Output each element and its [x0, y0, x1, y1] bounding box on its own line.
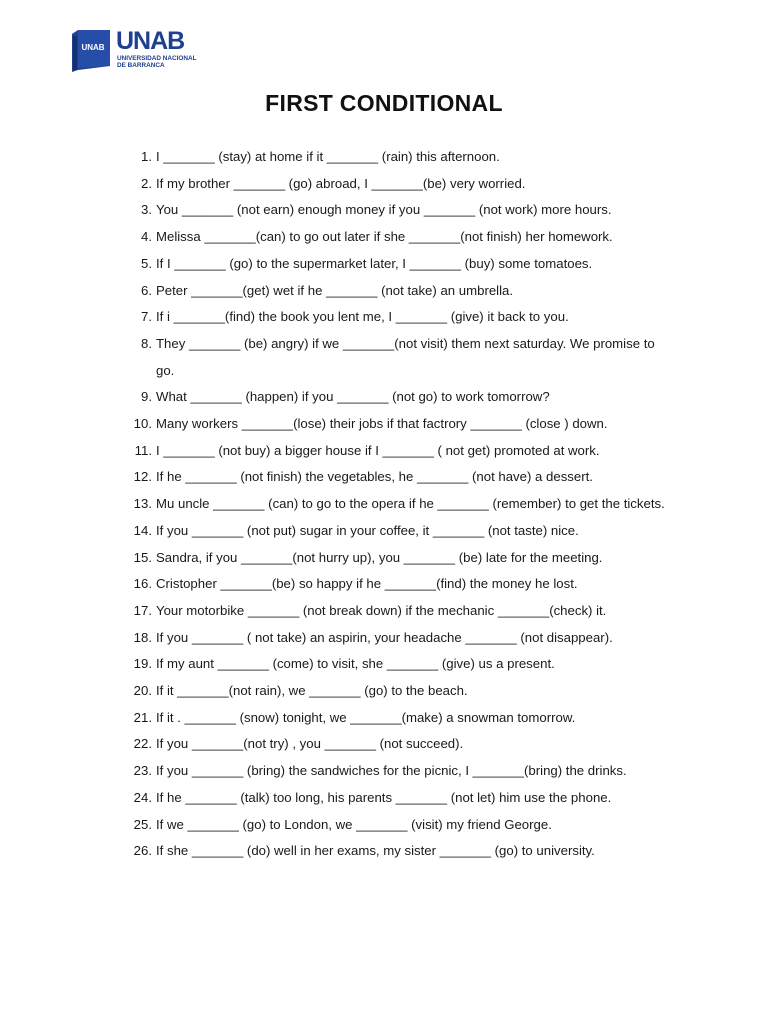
exercise-text: If it . _______ (snow) tonight, we _______(make) a snowman tomorrow.	[156, 709, 576, 725]
exercise-text: Sandra, if you _______(not hurry up), you _______ (be) late for the meeting.	[156, 549, 603, 565]
exercise-item	[128, 812, 668, 839]
exercise-text: If my aunt _______ (come) to visit, she _______ (give) us a present.	[156, 656, 555, 672]
exercise-text: If he _______ (talk) too long, his parents _______ (not let) him use the phone.	[156, 789, 612, 805]
exercise-number: 10.	[133, 416, 152, 432]
exercise-number: 8.	[141, 335, 152, 351]
exercise-item	[128, 731, 668, 758]
exercise-text: If we _______ (go) to London, we _______ (visit) my friend George.	[156, 816, 552, 832]
exercise-text: If you _______(not try) , you _______ (not succeed).	[156, 736, 464, 752]
exercise-item	[128, 571, 668, 598]
exercise-number: 9.	[141, 389, 152, 405]
exercise-text: If it _______(not rain), we _______ (go) to the beach.	[156, 683, 468, 699]
exercise-item	[128, 411, 668, 438]
logo-wordmark: UNAB	[116, 27, 185, 55]
exercise-number: 19.	[133, 656, 152, 672]
exercise-number: 7.	[141, 309, 152, 325]
logo-subtitle-line-2: DE BARRANCA	[117, 62, 165, 69]
exercise-item	[128, 625, 668, 652]
exercise-text: If i _______(find) the book you lent me, I _______ (give) it back to you.	[156, 309, 569, 325]
exercise-text: If you _______ ( not take) an aspirin, your headache _______ (not disappear).	[156, 629, 613, 645]
exercise-number: 26.	[133, 843, 152, 859]
exercise-text: I _______ (stay) at home if it _______ (rain) this afternoon.	[156, 149, 500, 164]
exercise-text: If I _______ (go) to the supermarket later, I _______ (buy) some tomatoes.	[156, 255, 593, 271]
exercise-item	[128, 251, 668, 278]
logo-subtitle	[117, 55, 207, 69]
exercise-number: 12.	[133, 469, 152, 485]
exercise-number: 11.	[134, 442, 152, 458]
exercise-text: If he _______ (not finish) the vegetables, he _______ (not have) a dessert.	[156, 469, 593, 485]
university-logo	[70, 26, 200, 74]
exercise-text: Melissa _______(can) to go out later if she _______(not finish) her homework.	[156, 229, 613, 245]
exercise-item	[128, 785, 668, 812]
exercise-item	[128, 545, 668, 572]
book-logo-icon	[70, 28, 112, 72]
exercise-number: 15.	[133, 549, 152, 565]
exercise-number: 3.	[141, 202, 152, 218]
exercise-number: 2.	[141, 175, 152, 191]
exercise-text: If you _______ (not put) sugar in your coffee, it _______ (not taste) nice.	[156, 522, 579, 538]
exercise-item	[128, 598, 668, 625]
exercise-item	[128, 384, 668, 411]
exercise-list	[128, 144, 668, 865]
exercise-number: 24.	[133, 789, 152, 805]
exercise-item	[128, 491, 668, 518]
exercise-item	[128, 144, 668, 171]
exercise-item	[128, 304, 668, 331]
exercise-item	[128, 464, 668, 491]
exercise-text: Your motorbike _______ (not break down) if the mechanic _______(check) it.	[156, 602, 607, 618]
exercise-number: 16.	[133, 576, 152, 592]
exercise-number: 4.	[141, 229, 152, 245]
exercise-text: If my brother _______ (go) abroad, I _______(be) very worried.	[156, 175, 526, 191]
exercise-text: I _______ (not buy) a bigger house if I _______ ( not get) promoted at work.	[156, 442, 600, 458]
exercise-item	[128, 224, 668, 251]
exercise-number: 25.	[133, 816, 152, 832]
exercise-text: If you _______ (bring) the sandwiches for the picnic, I _______(bring) the drinks.	[156, 763, 627, 779]
exercise-item	[128, 838, 668, 865]
exercise-number: 6.	[141, 282, 152, 298]
exercise-number: 14.	[133, 522, 152, 538]
exercise-number: 18.	[133, 629, 152, 645]
page-title: FIRST CONDITIONAL	[265, 90, 503, 116]
exercise-item	[128, 678, 668, 705]
exercise-number: 5.	[141, 255, 152, 271]
exercise-text: If she _______ (do) well in her exams, my sister _______ (go) to university.	[156, 843, 595, 859]
exercise-text: Many workers _______(lose) their jobs if that factrory _______ (close ) down.	[156, 416, 608, 432]
exercise-item	[128, 758, 668, 785]
exercise-text: Peter _______(get) wet if he _______ (not take) an umbrella.	[156, 282, 514, 298]
exercise-item	[128, 518, 668, 545]
exercise-text: They _______ (be) angry) if we _______(not visit) them next saturday. We promise to go.	[156, 335, 655, 378]
logo-subtitle-line-1: UNIVERSIDAD NACIONAL	[117, 55, 197, 62]
exercise-number: 17.	[133, 602, 152, 618]
exercise-number: 13.	[133, 496, 152, 512]
exercise-text: Cristopher _______(be) so happy if he _______(find) the money he lost.	[156, 576, 578, 592]
logo-badge-text: UNAB	[81, 43, 105, 52]
exercise-item	[128, 171, 668, 198]
exercise-number: 1.	[141, 149, 152, 164]
exercise-item	[128, 278, 668, 305]
exercise-number: 21.	[133, 709, 152, 725]
exercise-number: 22.	[133, 736, 152, 752]
exercise-number: 20.	[133, 683, 152, 699]
exercise-text: What _______ (happen) if you _______ (not go) to work tomorrow?	[156, 389, 550, 405]
exercise-text: Mu uncle _______ (can) to go to the opera if he _______ (remember) to get the tickets.	[156, 496, 665, 512]
exercise-text: You _______ (not earn) enough money if you _______ (not work) more hours.	[156, 202, 612, 218]
exercise-item	[128, 438, 668, 465]
exercise-item	[128, 197, 668, 224]
exercise-item	[128, 651, 668, 678]
exercise-item	[128, 705, 668, 732]
exercise-number: 23.	[133, 763, 152, 779]
exercise-item	[128, 331, 668, 384]
